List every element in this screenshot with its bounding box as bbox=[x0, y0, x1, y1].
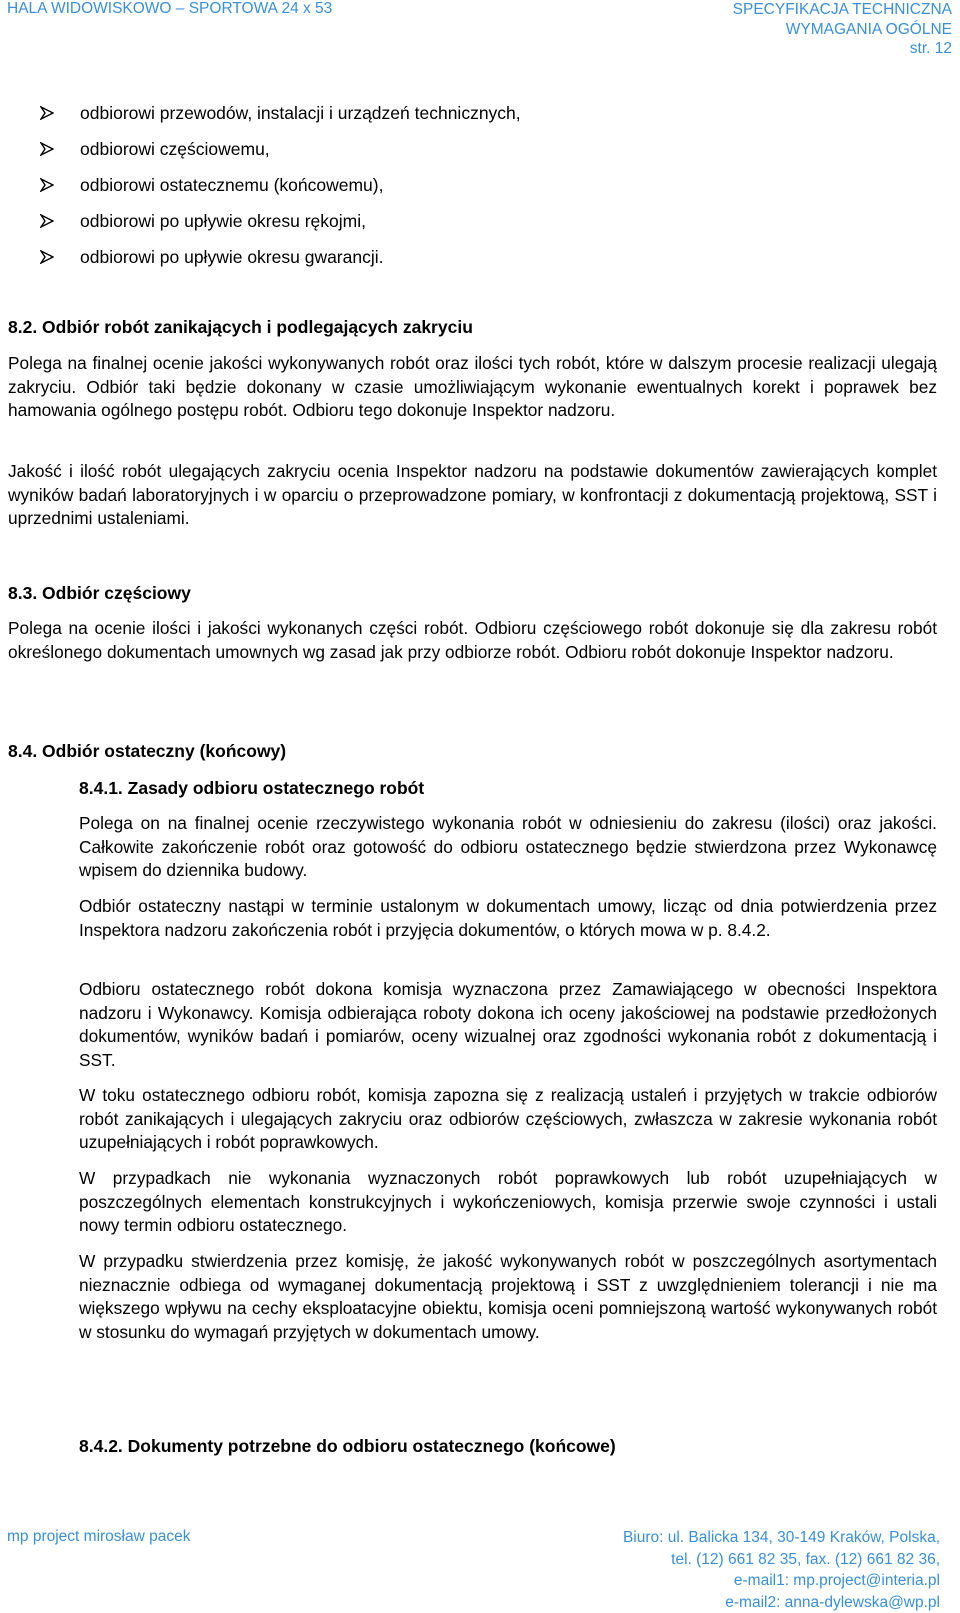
list-item bbox=[40, 131, 920, 167]
list-item bbox=[40, 95, 920, 131]
subsection-heading-8-4-1: 8.4.1. Zasady odbioru ostatecznego robót bbox=[79, 778, 424, 798]
list-item bbox=[40, 167, 920, 203]
header-project-title: HALA WIDOWISKOWO – SPORTOWA 24 x 53 bbox=[7, 0, 332, 18]
list-item bbox=[40, 239, 920, 275]
header-spec-subtitle: WYMAGANIA OGÓLNE bbox=[733, 20, 952, 40]
subsection-heading-8-4-2: 8.4.2. Dokumenty potrzebne do odbioru ostatecznego (końcowe) bbox=[79, 1436, 616, 1456]
footer-email-1: e-mail1: mp.project@interia.pl bbox=[623, 1570, 940, 1592]
arrow-bullet-icon bbox=[40, 250, 80, 264]
list-item-text: odbiorowi przewodów, instalacji i urządzeń technicznych, bbox=[80, 103, 521, 123]
section-heading-8-3: 8.3. Odbiór częściowy bbox=[8, 583, 191, 603]
arrow-bullet-icon bbox=[40, 178, 80, 192]
list-item-text: odbiorowi po upływie okresu rękojmi, bbox=[80, 211, 366, 231]
acceptance-list bbox=[40, 95, 920, 275]
list-item-text: odbiorowi ostatecznemu (końcowemu), bbox=[80, 175, 383, 195]
footer-phone: tel. (12) 661 82 35, fax. (12) 661 82 36, bbox=[623, 1549, 940, 1571]
footer-email-2: e-mail2: anna-dylewska@wp.pl bbox=[623, 1592, 940, 1613]
section-heading-8-2: 8.2. Odbiór robót zanikających i podlegających zakryciu bbox=[8, 317, 473, 337]
page-number: str. 12 bbox=[733, 39, 952, 59]
paragraph: W przypadkach nie wykonania wyznaczonych robót poprawkowych lub robót uzupełniających w poszczególnych elementach konstrukcyjnych i wykończeniowych, komisja przerwie swoje czynności i ustali nowy termin odbioru ostatecznego. bbox=[79, 1167, 937, 1238]
list-item-text: odbiorowi częściowemu, bbox=[80, 139, 270, 159]
paragraph: W przypadku stwierdzenia przez komisję, że jakość wykonywanych robót w poszczególnych asortymentach nieznacznie odbiega od wymaganej dokumentacją projektową i SST z uwzględnieniem tolerancji i nie ma większego wpływu na cechy eksploatacyjne obiektu, komisja oceni pomniejszoną wartość wykonywanych robót w stosunku do wymagań przyjętych w dokumentach umowy. bbox=[79, 1250, 937, 1344]
arrow-bullet-icon bbox=[40, 106, 80, 120]
footer-contact bbox=[623, 1527, 940, 1613]
paragraph: Odbiór ostateczny nastąpi w terminie ustalonym w dokumentach umowy, licząc od dnia potwierdzenia przez Inspektora nadzoru zakończenia robót i przyjęcia dokumentów, o których mowa w p. 8.4.2. bbox=[79, 895, 937, 942]
header-spec-title: SPECYFIKACJA TECHNICZNA bbox=[733, 0, 952, 20]
arrow-bullet-icon bbox=[40, 214, 80, 228]
paragraph: Polega na ocenie ilości i jakości wykonanych części robót. Odbioru częściowego robót dokonuje się dla zakresu robót określonego dokumentach umownych wg zasad jak przy odbiorze robót. Odbioru robót dokonuje Inspektor nadzoru. bbox=[8, 617, 937, 664]
paragraph: W toku ostatecznego odbioru robót, komisja zapozna się z realizacją ustaleń i przyjętych w trakcie odbiorów robót zanikających i ulegających zakryciu oraz odbiorów częściowych, zwłaszcza w zakresie wykonania robót uzupełniających i robót poprawkowych. bbox=[79, 1084, 937, 1155]
paragraph: Odbioru ostatecznego robót dokona komisja wyznaczona przez Zamawiającego w obecności Inspektora nadzoru i Wykonawcy. Komisja odbierająca roboty dokona ich oceny jakościowej na podstawie przedłożonych dokumentów, wyników badań i pomiarów, oceny wizualnej oraz zgodności wykonania robót z dokumentacją i SST. bbox=[79, 978, 937, 1072]
header-right bbox=[733, 0, 952, 59]
list-item-text: odbiorowi po upływie okresu gwarancji. bbox=[80, 247, 384, 267]
section-heading-8-4: 8.4. Odbiór ostateczny (końcowy) bbox=[8, 741, 286, 761]
paragraph: Polega on na finalnej ocenie rzeczywistego wykonania robót w odniesieniu do zakresu (ilości) oraz jakości. Całkowite zakończenie robót oraz gotowość do odbioru ostatecznego będzie stwierdzona przez Wykonawcę wpisem do dziennika budowy. bbox=[79, 812, 937, 883]
arrow-bullet-icon bbox=[40, 142, 80, 156]
footer-address: Biuro: ul. Balicka 134, 30-149 Kraków, Polska, bbox=[623, 1527, 940, 1549]
footer-company: mp project mirosław pacek bbox=[7, 1527, 190, 1546]
list-item bbox=[40, 203, 920, 239]
paragraph: Polega na finalnej ocenie jakości wykonywanych robót oraz ilości tych robót, które w dalszym procesie realizacji ulegają zakryciu. Odbiór taki będzie dokonany w czasie umożliwiającym wykonanie ewentualnych korekt i poprawek bez hamowania ogólnego postępu robót. Odbioru tego dokonuje Inspektor nadzoru. bbox=[8, 352, 937, 423]
paragraph: Jakość i ilość robót ulegających zakryciu ocenia Inspektor nadzoru na podstawie dokumentów zawierających komplet wyników badań laboratoryjnych i w oparciu o przeprowadzone pomiary, w konfrontacji z dokumentacją projektową, SST i uprzednimi ustaleniami. bbox=[8, 460, 937, 531]
